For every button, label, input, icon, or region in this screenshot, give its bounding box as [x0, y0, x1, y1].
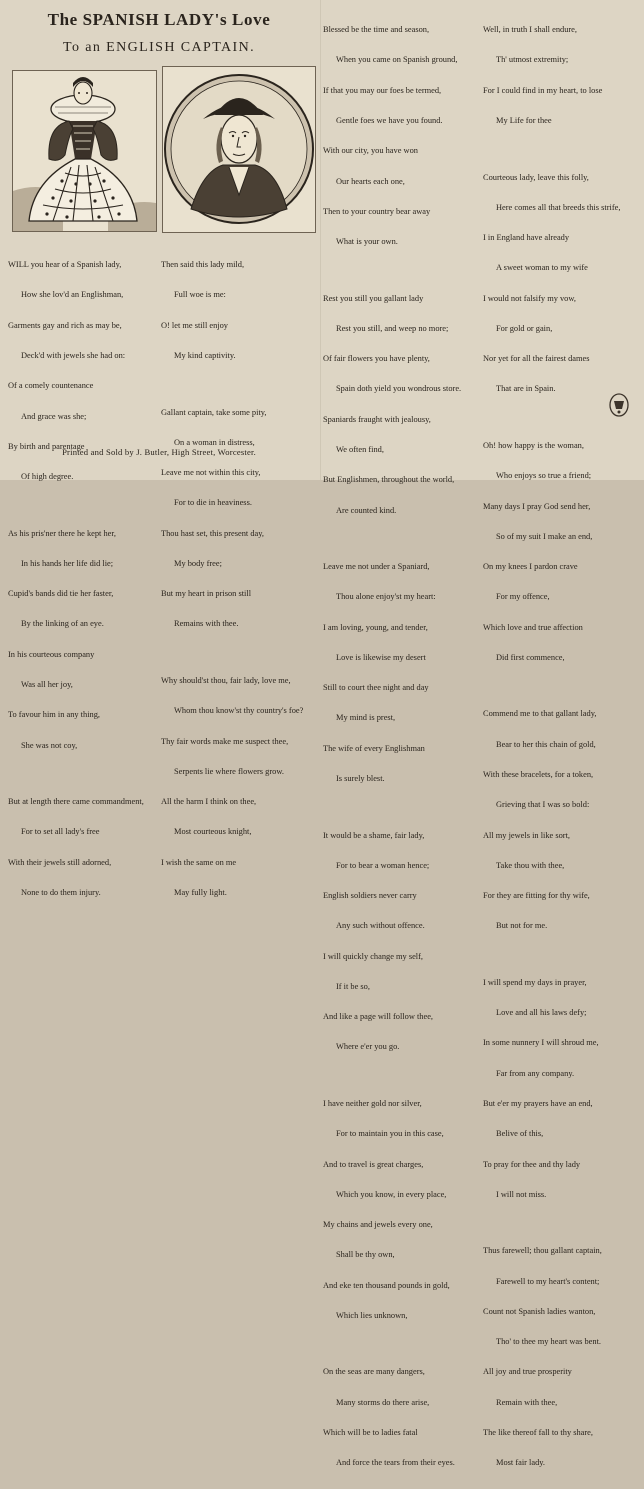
verse-line: Of fair flowers you have plenty,: [323, 354, 430, 364]
verse-line: That are in Spain.: [496, 384, 556, 394]
ballad-column-2: [161, 240, 303, 918]
verse-line: I would not falsify my vow,: [483, 293, 576, 303]
verse-line: Bear to her this chain of gold,: [496, 739, 596, 749]
verse-line: Thou hast set, this present day,: [161, 528, 264, 538]
verse-line: Whom thou know'st thy country's foe?: [174, 706, 304, 716]
ballad-subtitle: To an ENGLISH CAPTAIN.: [62, 40, 256, 55]
verse-line: Gentle foes we have you found.: [336, 116, 443, 126]
verse-line: For to die in heaviness.: [174, 498, 252, 508]
verse-line: Thou alone enjoy'st my heart:: [336, 592, 436, 602]
verse-line: Serpents lie where flowers grow.: [174, 766, 284, 776]
verse-line: Grieving that I was so bold:: [496, 800, 590, 810]
verse-line: My body free;: [174, 558, 222, 568]
verse-line: Leave me not under a Spaniard,: [323, 562, 430, 572]
verse-line: For to set all lady's free: [21, 827, 100, 837]
verse-line: Spain doth yield you wondrous store.: [336, 384, 462, 394]
verse-line: Remain with thee,: [496, 1397, 558, 1407]
verse-line: To favour him in any thing,: [8, 710, 100, 720]
verse-line: We often find,: [336, 445, 384, 455]
verse-line: Spaniards fraught with jealousy,: [323, 414, 431, 424]
verse-line: Where e'er you go.: [336, 1042, 400, 1052]
center-fold: [320, 0, 321, 480]
verse-line: Is surely blest.: [336, 774, 385, 784]
verse-line: In his hands her life did lie;: [21, 558, 114, 568]
verse-line: Belive of this,: [496, 1129, 544, 1139]
verse-line: Then said this lady mild,: [161, 260, 245, 270]
verse-line: Here comes all that breeds this strife,: [496, 202, 621, 212]
verse-line: Courteous lady, leave this folly,: [483, 172, 589, 182]
verse-line: It would be a shame, fair lady,: [323, 830, 425, 840]
verse-line: And to travel is great charges,: [323, 1159, 424, 1169]
verse-line: But at length there came commandment,: [8, 797, 144, 807]
verse-line: Love is likewise my desert: [336, 652, 426, 662]
verse-line: To pray for thee and thy lady: [483, 1159, 581, 1169]
verse-line: In some nunnery I will shroud me,: [483, 1038, 599, 1048]
verse-line: All joy and true prosperity: [483, 1367, 572, 1377]
verse-line: Why should'st thou, fair lady, love me,: [161, 675, 291, 685]
verse-line: The wife of every Englishman: [323, 743, 425, 753]
verse-line: Well, in truth I shall endure,: [483, 25, 577, 35]
verse-line: On a woman in distress,: [174, 437, 255, 447]
verse-line: Many days I pray God send her,: [483, 501, 591, 511]
verse-line: Thy fair words make me suspect thee,: [161, 736, 289, 746]
verse-line: My Life for thee: [496, 116, 552, 126]
verse-line: Blessed be the time and season,: [323, 25, 430, 35]
verse-line: Shall be thy own,: [336, 1250, 395, 1260]
verse-line: Gallant captain, take some pity,: [161, 407, 267, 417]
verse-line: But Englishmen, throughout the world,: [323, 475, 455, 485]
verse-line: Cupid's bands did tie her faster,: [8, 589, 114, 599]
printer-imprint: Printed and Sold by J. Butler, High Street, Worcester.: [62, 447, 256, 457]
verse-line: Our hearts each one,: [336, 176, 405, 186]
ballad-column-3: [323, 5, 461, 1489]
verse-line: Which lies unknown,: [336, 1310, 408, 1320]
ballad-column-4: [483, 5, 620, 1489]
verse-line: Nor yet for all the fairest dames: [483, 354, 590, 364]
verse-line: Rest you still, and weep no more;: [336, 323, 449, 333]
verse-line: Of a comely countenance: [8, 381, 94, 391]
verse-line: Th' utmost extremity;: [496, 55, 569, 65]
verse-line: Are counted kind.: [336, 505, 397, 515]
verse-line: My mind is prest,: [336, 713, 396, 723]
verse-line: For to bear a woman hence;: [336, 860, 430, 870]
verse-line: So of my suit I make an end,: [496, 531, 593, 541]
ballad-title: The SPANISH LADY's Love: [47, 10, 271, 29]
verse-line: I will spend my days in prayer,: [483, 977, 587, 987]
verse-line: Thus farewell; thou gallant captain,: [483, 1246, 602, 1256]
verse-line: For I could find in my heart, to lose: [483, 85, 603, 95]
verse-line: Far from any company.: [496, 1068, 575, 1078]
verse-line: I will not miss.: [496, 1189, 547, 1199]
verse-line: And grace was she;: [21, 411, 87, 421]
verse-line: I will quickly change my self,: [323, 951, 424, 961]
verse-line: Leave me not within this city,: [161, 468, 261, 478]
verse-line: I wish the same on me: [161, 857, 237, 867]
verse-line: But not for me.: [496, 921, 548, 931]
verse-line: Full woe is me:: [174, 290, 226, 300]
verse-line: My kind captivity.: [174, 351, 236, 361]
verse-line: If it be so,: [336, 981, 370, 991]
library-stamp: [608, 392, 630, 418]
verse-line: Still to court thee night and day: [323, 683, 429, 693]
verse-line: And force the tears from their eyes.: [336, 1458, 455, 1468]
verse-line: I in England have already: [483, 233, 570, 243]
verse-line: Farewell to my heart's content;: [496, 1276, 600, 1286]
verse-line: As his pris'ner there he kept her,: [8, 528, 116, 538]
verse-line: And eke ten thousand pounds in gold,: [323, 1280, 450, 1290]
verse-line: WILL you hear of a Spanish lady,: [8, 260, 122, 270]
verse-line: I am loving, young, and tender,: [323, 622, 428, 632]
verse-line: Deck'd with jewels she had on:: [21, 351, 126, 361]
verse-line: Garments gay and rich as may be,: [8, 320, 122, 330]
verse-line: Count not Spanish ladies wanton,: [483, 1306, 596, 1316]
verse-line: When you came on Spanish ground,: [336, 55, 458, 65]
verse-line: Was all her joy,: [21, 680, 73, 690]
verse-line: Which you know, in every place,: [336, 1189, 447, 1199]
verse-line: None to do them injury.: [21, 887, 101, 897]
verse-line: All the harm I think on thee,: [161, 797, 257, 807]
verse-line: On the seas are many dangers,: [323, 1367, 425, 1377]
verse-line: How she lov'd an Englishman,: [21, 290, 124, 300]
verse-line: By birth and parentage: [8, 441, 85, 451]
verse-line: Remains with thee.: [174, 619, 239, 629]
spanish-lady-woodcut: [12, 70, 157, 232]
verse-line: O! let me still enjoy: [161, 320, 228, 330]
verse-line: Most courteous knight,: [174, 827, 252, 837]
verse-line: Tho' to thee my heart was bent.: [496, 1337, 602, 1347]
verse-line: For gold or gain,: [496, 323, 553, 333]
verse-line: A sweet woman to my wife: [496, 263, 588, 273]
verse-line: With their jewels still adorned,: [8, 857, 112, 867]
verse-line: But my heart in prison still: [161, 589, 252, 599]
verse-line: If that you may our foes be termed,: [323, 85, 442, 95]
verse-line: Which love and true affection: [483, 622, 583, 632]
verse-line: For my offence,: [496, 592, 550, 602]
verse-line: With our city, you have won: [323, 146, 418, 156]
verse-line: Love and all his laws defy;: [496, 1008, 587, 1018]
verse-line: In his courteous company: [8, 649, 95, 659]
verse-line: The like thereof fall to thy share,: [483, 1427, 593, 1437]
verse-line: But e'er my prayers have an end,: [483, 1098, 593, 1108]
verse-line: Take thou with thee,: [496, 860, 565, 870]
verse-line: Any such without offence.: [336, 921, 425, 931]
verse-line: Which will be to ladies fatal: [323, 1427, 418, 1437]
verse-line: What is your own.: [336, 237, 398, 247]
verse-line: Many storms do there arise,: [336, 1397, 430, 1407]
verse-line: By the linking of an eye.: [21, 619, 104, 629]
verse-line: Of high degree.: [21, 472, 74, 482]
verse-line: Commend me to that gallant lady,: [483, 709, 597, 719]
verse-line: She was not coy,: [21, 740, 78, 750]
verse-line: Most fair lady.: [496, 1458, 545, 1468]
verse-line: On my knees I pardon crave: [483, 562, 578, 572]
verse-line: All my jewels in like sort,: [483, 830, 570, 840]
verse-line: Rest you still you gallant lady: [323, 293, 424, 303]
english-captain-woodcut: [162, 66, 316, 233]
verse-line: For to maintain you in this case,: [336, 1129, 444, 1139]
verse-line: English soldiers never carry: [323, 891, 417, 901]
verse-line: Did first commence,: [496, 652, 565, 662]
verse-line: And like a page will follow thee,: [323, 1012, 434, 1022]
verse-line: Who enjoys so true a friend;: [496, 471, 592, 481]
verse-line: I have neither gold nor silver,: [323, 1098, 422, 1108]
ballad-column-1: [8, 240, 144, 918]
verse-line: Then to your country bear away: [323, 206, 431, 216]
verse-line: My chains and jewels every one,: [323, 1220, 433, 1230]
verse-line: Oh! how happy is the woman,: [483, 440, 584, 450]
verse-line: With these bracelets, for a token,: [483, 769, 594, 779]
verse-line: May fully light.: [174, 887, 227, 897]
verse-line: For they are fitting for thy wife,: [483, 891, 590, 901]
